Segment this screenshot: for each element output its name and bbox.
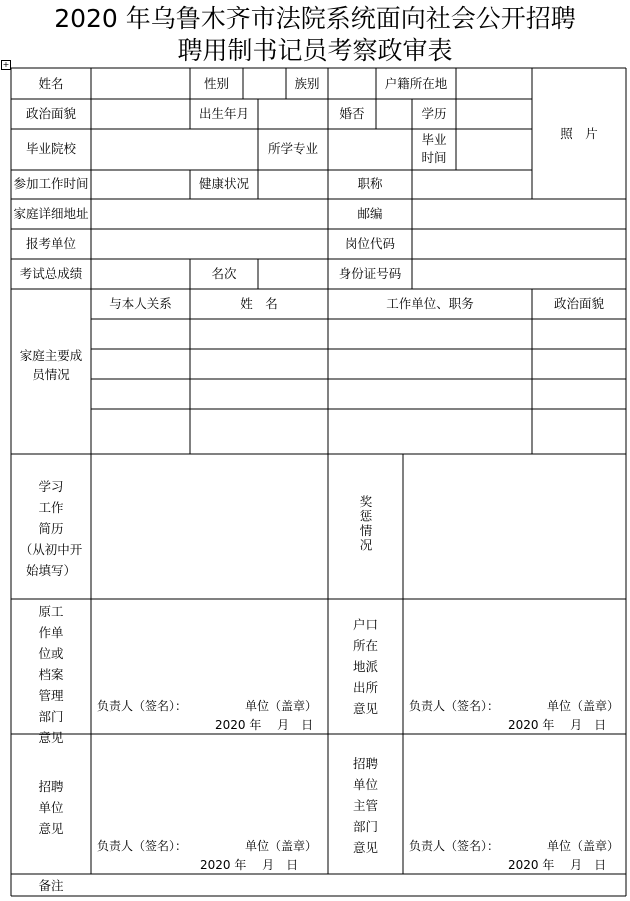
label-marital-status: 婚否 xyxy=(339,106,365,121)
label-birth-date: 出生年月 xyxy=(198,106,249,121)
seal-label-3: 单位（盖章） xyxy=(245,839,318,853)
signature-label-1: 负责人（签名）： xyxy=(97,699,188,713)
label-major: 所学专业 xyxy=(267,141,318,156)
label-study-work-resume: 学习 工作 简历 （从初中开 始填写） xyxy=(19,479,83,578)
label-gender: 性别 xyxy=(203,76,229,91)
label-home-address: 家庭详细地址 xyxy=(13,206,89,221)
label-applied-unit: 报考单位 xyxy=(25,236,76,251)
date-label-3: 2020 年 月 日 xyxy=(200,858,299,872)
label-graduation-time-1: 毕业 xyxy=(421,132,447,147)
label-id-number: 身份证号码 xyxy=(338,266,402,281)
date-label-2: 2020 年 月 日 xyxy=(508,718,607,732)
label-graduation-time-2: 时间 xyxy=(421,150,447,165)
family-header-political-status: 政治面貌 xyxy=(553,296,604,311)
label-political-status: 政治面貌 xyxy=(25,106,76,121)
label-family-members-1: 家庭主要成 xyxy=(19,348,83,363)
label-work-start-time: 参加工作时间 xyxy=(13,176,89,191)
signature-label-2: 负责人（签名）： xyxy=(409,699,500,713)
signature-label-3: 负责人（签名）： xyxy=(97,839,188,853)
signature-label-4: 负责人（签名）： xyxy=(409,839,500,853)
label-rank: 名次 xyxy=(211,266,237,281)
label-police-station-opinion: 户口 所在 地派 出所 意见 xyxy=(352,617,378,716)
family-header-relation: 与本人关系 xyxy=(109,296,172,311)
label-original-unit-opinion: 原工 作单 位或 档案 管理 部门 意见 xyxy=(38,604,64,745)
label-supervisor-opinion: 招聘 单位 主管 部门 意见 xyxy=(352,756,378,855)
label-ethnicity: 族别 xyxy=(294,76,320,91)
seal-label-4: 单位（盖章） xyxy=(547,839,620,853)
label-job-title: 职称 xyxy=(357,176,383,191)
label-health-status: 健康状况 xyxy=(198,176,249,191)
label-position-code: 岗位代码 xyxy=(344,236,395,251)
label-remarks: 备注 xyxy=(38,878,64,893)
label-exam-total-score: 考试总成绩 xyxy=(19,266,83,281)
label-education: 学历 xyxy=(421,106,447,121)
label-graduated-school: 毕业院校 xyxy=(25,141,76,156)
label-family-members-2: 员情况 xyxy=(32,367,70,382)
date-label-4: 2020 年 月 日 xyxy=(508,858,607,872)
date-label-1: 2020 年 月 日 xyxy=(215,718,314,732)
label-household-registration: 户籍所在地 xyxy=(384,76,448,91)
label-name: 姓名 xyxy=(38,76,64,91)
form-title-line1: 2020 年乌鲁木齐市法院系统面向社会公开招聘 xyxy=(54,4,576,33)
seal-label-1: 单位（盖章） xyxy=(245,699,318,713)
form-title-line2: 聘用制书记员考察政审表 xyxy=(177,36,453,65)
label-postal-code: 邮编 xyxy=(357,206,383,221)
table-anchor-icon[interactable]: + xyxy=(2,60,10,69)
seal-label-2: 单位（盖章） xyxy=(547,699,620,713)
label-rewards-punishments: 奖惩情况 xyxy=(358,495,373,553)
family-header-work-unit: 工作单位、职务 xyxy=(386,296,474,311)
label-photo: 照 片 xyxy=(560,126,598,141)
family-header-name: 姓 名 xyxy=(240,296,278,311)
label-recruit-unit-opinion: 招聘 单位 意见 xyxy=(38,779,64,836)
